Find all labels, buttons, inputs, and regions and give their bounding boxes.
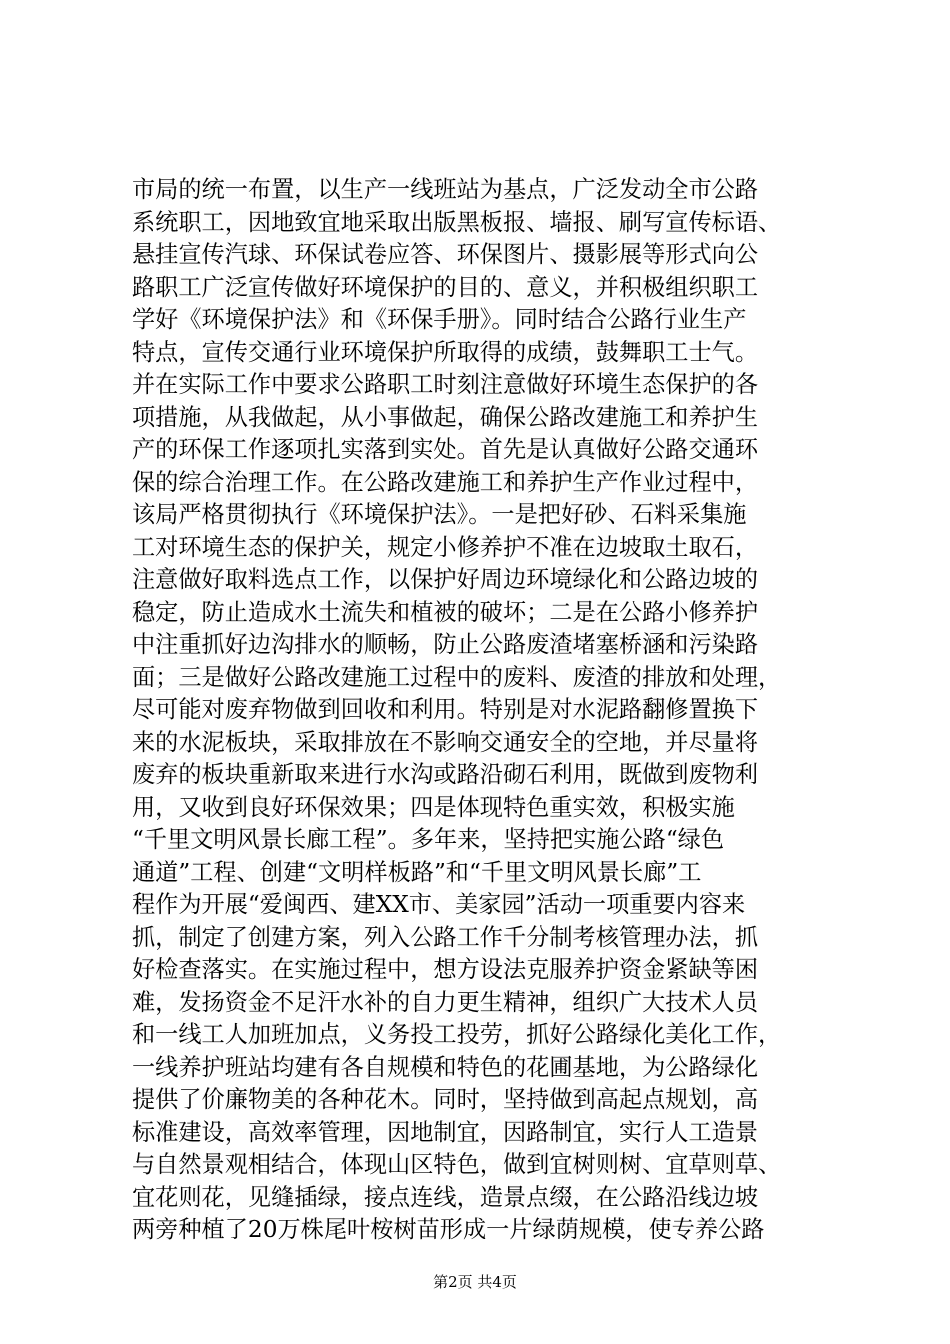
text-line: 学好《环境保护法》和《环保手册》。同时结合公路行业生产 <box>132 306 747 333</box>
text-line: 来的水泥板块，采取排放在不影响交通安全的空地，并尽量将 <box>132 728 759 756</box>
text-line: 难，发扬资金不足汗水补的自力更生精神，组织广大技术人员 <box>132 988 759 1016</box>
text-line: 与自然景观相结合，体现山区特色，做到宜树则树、宜草则草、 <box>132 1151 782 1178</box>
text-line: 提供了价廉物美的各种花木。同时，坚持做到高起点规划，高 <box>132 1086 759 1113</box>
text-line: 并在实际工作中要求公路职工时刻注意做好环境生态保护的各 <box>132 371 759 398</box>
text-line: 注意做好取料选点工作，以保护好周边环境绿化和公路边坡的 <box>132 566 759 593</box>
text-line: 特点，宣传交通行业环境保护所取得的成绩，鼓舞职工士气。 <box>132 338 759 366</box>
text-line: 好检查落实。在实施过程中，想方设法克服养护资金紧缺等困 <box>132 956 759 983</box>
text-line: 一线养护班站均建有各自规模和特色的花圃基地，为公路绿化 <box>132 1053 759 1081</box>
text-line: 悬挂宣传汽球、环保试卷应答、环保图片、摄影展等形式向公 <box>132 241 759 268</box>
text-line: 尽可能对废弃物做到回收和利用。特别是对水泥路翻修置换下 <box>132 696 759 723</box>
text-line: 用，又收到良好环保效果；四是体现特色重实效，积极实施 <box>132 793 735 821</box>
text-line: 路职工广泛宣传做好环境保护的目的、意义，并积极组织职工 <box>132 273 759 301</box>
text-line: “千里文明风景长廊工程”。多年来，坚持把实施公路“绿色 <box>132 826 725 853</box>
text-line: 两旁种植了20万株尾叶桉树苗形成一片绿荫规模，使专养公路 <box>132 1216 765 1243</box>
text-line: 保的综合治理工作。在公路改建施工和养护生产作业过程中， <box>132 468 759 496</box>
body-paragraph <box>132 174 852 1247</box>
text-line: 宜花则花，见缝插绿，接点连线，造景点缀，在公路沿线边坡 <box>132 1183 759 1211</box>
text-line: 稳定，防止造成水土流失和植被的破坏；二是在公路小修养护 <box>132 598 759 626</box>
text-line: 该局严格贯彻执行《环境保护法》。一是把好砂、石料采集施 <box>132 501 747 528</box>
text-line: 程作为开展“爱闽西、建XX市、美家园”活动一项重要内容来 <box>132 891 746 918</box>
text-line: 标准建设，高效率管理，因地制宜，因路制宜，实行人工造景 <box>132 1118 759 1146</box>
text-line: 面；三是做好公路改建施工过程中的废料、废渣的排放和处理， <box>132 663 782 691</box>
text-line: 产的环保工作逐项扎实落到实处。首先是认真做好公路交通环 <box>132 436 759 463</box>
text-line: 工对环境生态的保护关，规定小修养护不准在边坡取土取石， <box>132 533 759 561</box>
text-line: 和一线工人加班加点，义务投工投劳，抓好公路绿化美化工作， <box>132 1021 782 1048</box>
text-line: 抓，制定了创建方案，列入公路工作千分制考核管理办法，抓 <box>132 923 759 951</box>
text-line: 废弃的板块重新取来进行水沟或路沿砌石利用，既做到废物利 <box>132 761 759 788</box>
text-line: 项措施，从我做起，从小事做起，确保公路改建施工和养护生 <box>132 403 759 431</box>
text-line: 市局的统一布置，以生产一线班站为基点，广泛发动全市公路 <box>132 176 759 203</box>
page-footer: 第2页 共4页 <box>433 1273 517 1291</box>
text-line: 中注重抓好边沟排水的顺畅，防止公路废渣堵塞桥涵和污染路 <box>132 631 759 658</box>
text-line: 系统职工，因地致宜地采取出版黑板报、墙报、刷写宣传标语、 <box>132 208 782 236</box>
text-line: 通道”工程、创建“文明样板路”和“千里文明风景长廊”工 <box>132 858 702 886</box>
